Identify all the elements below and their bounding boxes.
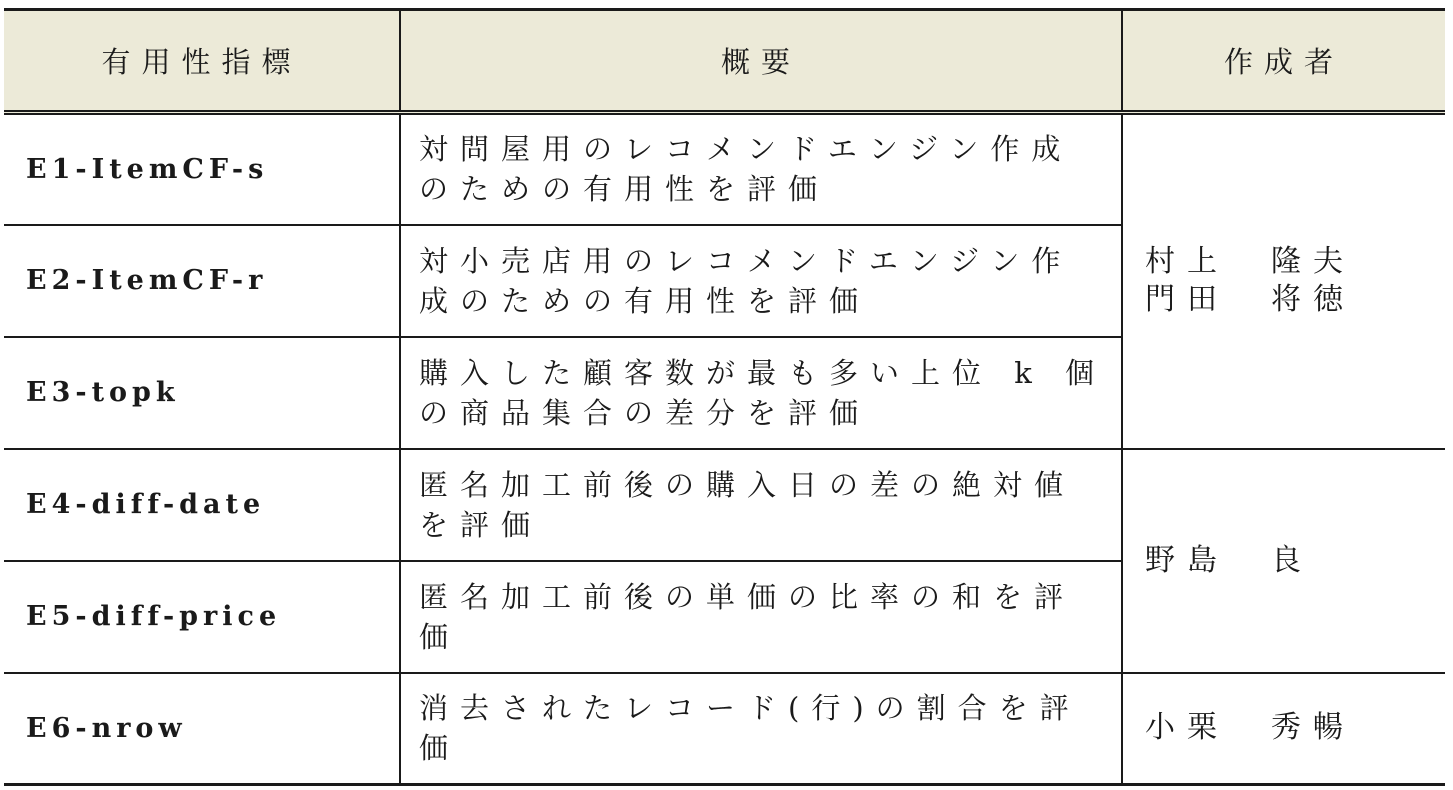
author-name: 小栗 秀暢 — [1145, 710, 1355, 746]
metric-cell: E4-diff-date — [4, 449, 400, 561]
table-row — [4, 113, 1445, 225]
metric-cell: E5-diff-price — [4, 561, 400, 673]
metric-cell: E2-ItemCF-r — [4, 225, 400, 337]
metrics-table-container — [4, 8, 1445, 786]
summary-cell: 対小売店用のレコメンドエンジン作成のための有用性を評価 — [400, 225, 1122, 337]
header-row — [4, 10, 1445, 113]
utility-metrics-table — [4, 8, 1445, 786]
header-summary: 概要 — [400, 10, 1122, 113]
header-metric: 有用性指標 — [4, 10, 400, 113]
author-cell — [1122, 449, 1445, 673]
author-cell — [1122, 113, 1445, 449]
metric-cell: E6-nrow — [4, 673, 400, 785]
summary-cell: 対問屋用のレコメンドエンジン作成のための有用性を評価 — [400, 113, 1122, 225]
table-row — [4, 673, 1445, 785]
summary-cell: 消去されたレコード(行)の割合を評価 — [400, 673, 1122, 785]
author-name: 門田 将徳 — [1145, 282, 1355, 318]
table-body — [4, 113, 1445, 785]
author-cell — [1122, 673, 1445, 785]
metric-cell: E1-ItemCF-s — [4, 113, 400, 225]
header-author: 作成者 — [1122, 10, 1445, 113]
summary-cell: 匿名加工前後の購入日の差の絶対値を評価 — [400, 449, 1122, 561]
summary-cell: 購入した顧客数が最も多い上位 k 個の商品集合の差分を評価 — [400, 337, 1122, 449]
summary-cell: 匿名加工前後の単価の比率の和を評価 — [400, 561, 1122, 673]
table-header — [4, 10, 1445, 113]
author-name: 村上 隆夫 — [1145, 244, 1355, 280]
author-name: 野島 良 — [1145, 542, 1313, 578]
table-row — [4, 449, 1445, 561]
metric-cell: E3-topk — [4, 337, 400, 449]
